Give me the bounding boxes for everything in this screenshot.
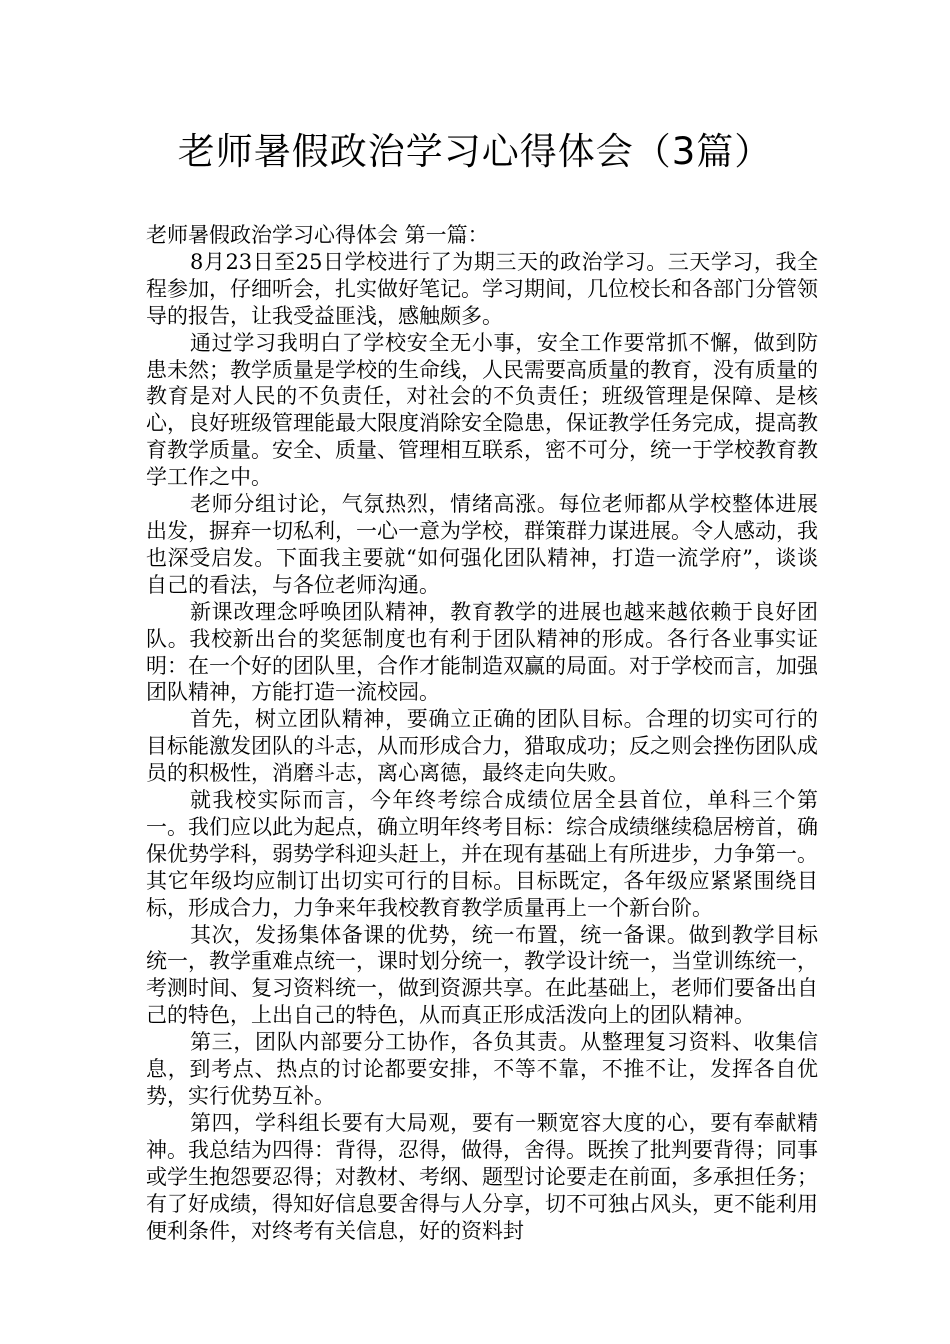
paragraph: 就我校实际而言，今年终考综合成绩位居全县首位，单科三个第一。我们应以此为起点，确立明年终考目标：综合成绩继续稳居榜首，确保优势学科，弱势学科迎头赶上，并在现有基础上有所进步，力争第一。其它年级均应制订出切实可行的目标。目标既定，各年级应紧紧围绕目标，形成合力，力争来年我校教育教学质量再上一个新台阶。 [146, 788, 818, 920]
paragraph: 第三，团队内部要分工协作，各负其责。从整理复习资料、收集信息，到考点、热点的讨论都要安排，不等不靠，不推不让，发挥各自优势，实行优势互补。 [146, 1030, 818, 1108]
document-body [146, 222, 818, 1244]
paragraph: 8月23日至25日学校进行了为期三天的政治学习。三天学习，我全程参加，仔细听会，扎实做好笔记。学习期间，几位校长和各部门分管领导的报告，让我受益匪浅，感触颇多。 [146, 249, 818, 328]
paragraph: 通过学习我明白了学校安全无小事，安全工作要常抓不懈，做到防患未然；教学质量是学校的生命线，人民需要高质量的教育，没有质量的教育是对人民的不负责任，对社会的不负责任；班级管理是保障、是核心，良好班级管理能最大限度消除安全隐患，保证教学任务完成，提高教育教学质量。安全、质量、管理相互联系，密不可分，统一于学校教育教学工作之中。 [146, 330, 818, 490]
paragraph: 老师分组讨论，气氛热烈，情绪高涨。每位老师都从学校整体进展出发，摒弃一切私利，一心一意为学校，群策群力谋进展。令人感动，我也深受启发。下面我主要就“如何强化团队精神，打造一流学府”，谈谈自己的看法，与各位老师沟通。 [146, 492, 818, 597]
paragraph: 首先，树立团队精神，要确立正确的团队目标。合理的切实可行的目标能激发团队的斗志，从而形成合力，猎取成功；反之则会挫伤团队成员的积极性，消磨斗志，离心离德，最终走向失败。 [146, 707, 818, 786]
document-title: 老师暑假政治学习心得体会（3篇） [177, 130, 773, 173]
paragraph: 第四，学科组长要有大局观，要有一颗宽容大度的心，要有奉献精神。我总结为四得：背得，忍得，做得，舍得。既挨了批判要背得；同事或学生抱怨要忍得；对教材、考纲、题型讨论要走在前面，多承担任务；有了好成绩，得知好信息要舍得与人分享，切不可独占风头，更不能利用便利条件，对终考有关信息，好的资料封 [146, 1110, 818, 1243]
paragraph: 其次，发扬集体备课的优势，统一布置，统一备课。做到教学目标统一，教学重难点统一，课时划分统一，教学设计统一，当堂训练统一，考测时间、复习资料统一，做到资源共享。在此基础上，老师们要备出自己的特色，上出自己的特色，从而真正形成活泼向上的团队精神。 [146, 922, 818, 1028]
paragraph: 新课改理念呼唤团队精神，教育教学的进展也越来越依赖于良好团队。我校新出台的奖惩制度也有利于团队精神的形成。各行各业事实证明：在一个好的团队里，合作才能制造双赢的局面。对于学校而言，加强团队精神，方能打造一流校园。 [146, 599, 818, 705]
section-heading: 老师暑假政治学习心得体会 第一篇： [146, 223, 489, 247]
